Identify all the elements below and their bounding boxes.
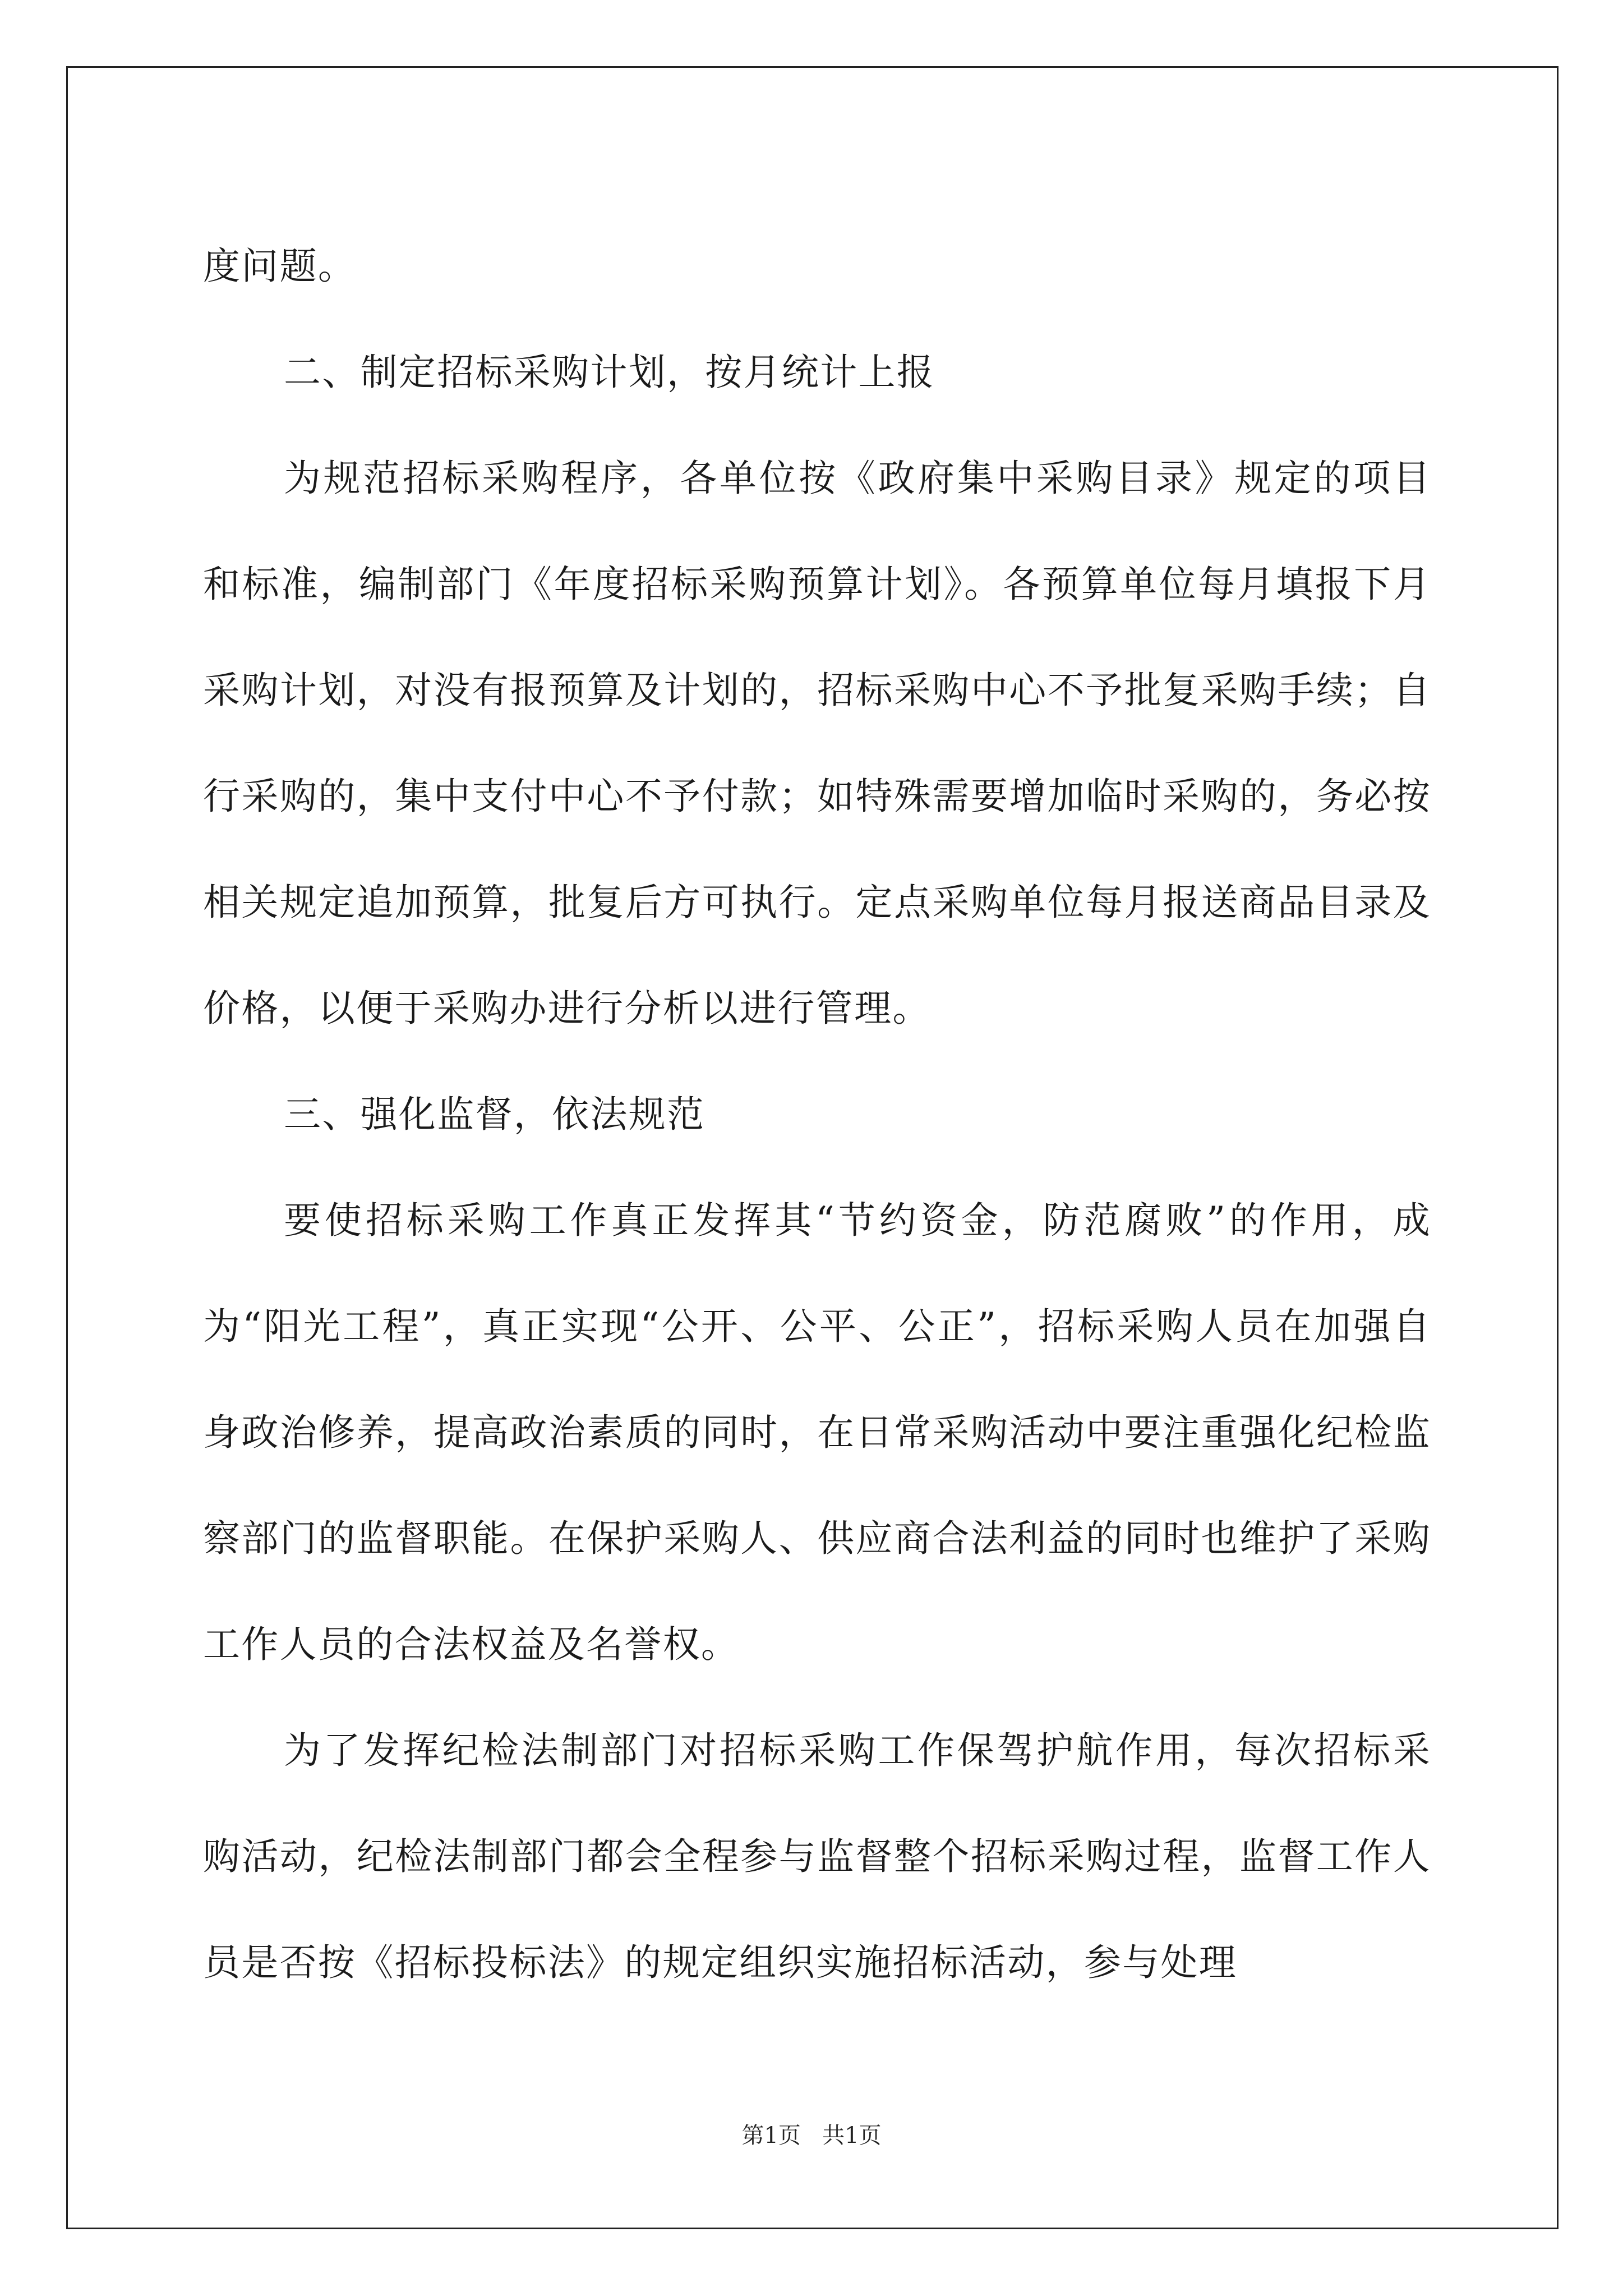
page-number: 第1页 [741,2123,801,2148]
paragraph: 为了发挥纪检法制部门对招标采购工作保驾护航作用，每次招标采购活动，纪检法制部门都会全程参与监督整个招标采购过程，监督工作人员是否按《招标投标法》的规定组织实施招标活动，参与处理 [203,1729,1431,1984]
paragraph: 为规范招标采购程序，各单位按《政府集中采购目录》规定的项目和标准，编制部门《年度招标采购预算计划》。各预算单位每月填报下月采购计划，对没有报预算及计划的，招标采购中心不予批复采购手续；自行采购的，集中支付中心不予付款；如特殊需要增加临时采购的，务必按相关规定追加预算，批复后方可执行。定点采购单位每月报送商品目录及价格，以便于采购办进行分析以进行管理。 [203,457,1431,1030]
page-total: 共1页 [822,2123,882,2148]
document-body [203,213,1431,2016]
paragraph: 要使招标采购工作真正发挥其“节约资金，防范腐败”的作用，成为“阳光工程”，真正实现“公开、公平、公正”，招标采购人员在加强自身政治修养，提高政治素质的同时，在日常采购活动中要注重强化纪检监察部门的监督职能。在保护采购人、供应商合法利益的同时也维护了采购工作人员的合法权益及名誉权。 [203,1199,1431,1666]
paragraph: 度问题。 [203,245,357,288]
section-heading: 二、制定招标采购计划，按月统计上报 [284,351,935,394]
section-heading: 三、强化监督，依法规范 [284,1093,706,1136]
page-footer [0,2122,1623,2150]
